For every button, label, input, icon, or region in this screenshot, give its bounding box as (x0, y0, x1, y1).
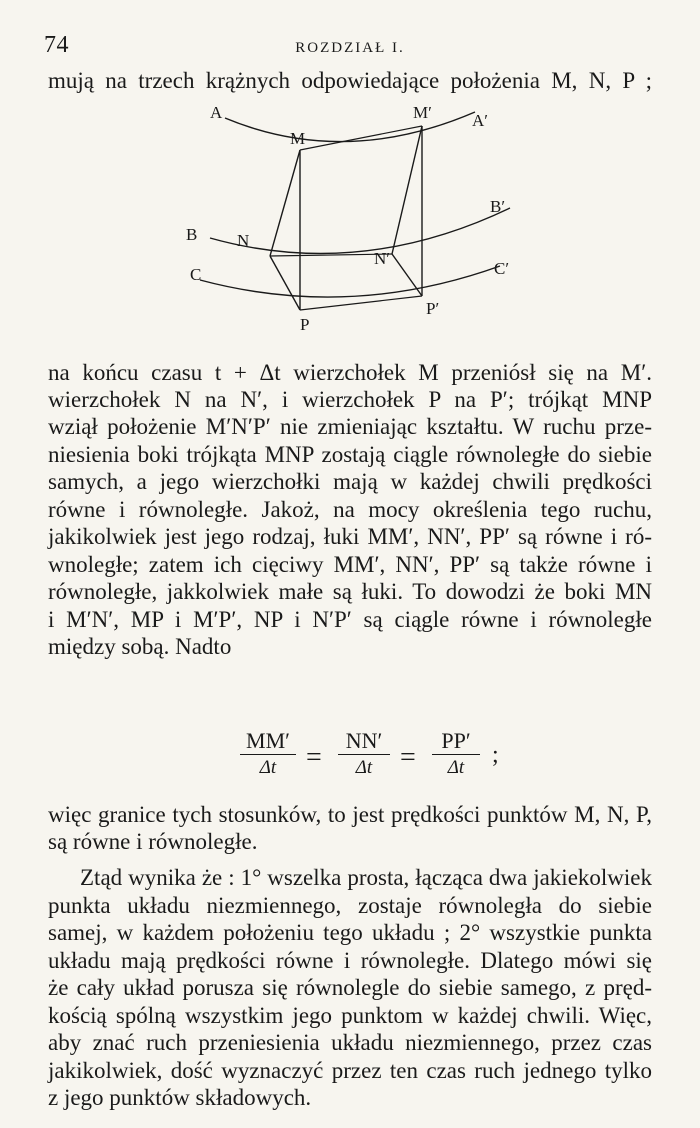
chord-mm1 (300, 126, 422, 150)
label-c-prime: C′ (494, 259, 510, 278)
text-line: między sobą. Nadto (48, 634, 232, 659)
label-n: N (237, 231, 250, 250)
text-line: na końcu czasu t + Δt wierzchołek M przeniósł się na M′. (48, 360, 652, 385)
text-line: aby znać ruch przeniesienia układu niezmiennego, przez czas (48, 1030, 652, 1055)
numerator: MM′ (246, 728, 290, 753)
segment-mn (270, 150, 300, 256)
label-b-prime: B′ (490, 197, 506, 216)
label-c: C (190, 265, 202, 284)
denominator: Δt (240, 754, 296, 781)
numerator: NN′ (345, 728, 383, 753)
segment-np (270, 256, 300, 310)
text-line: niesienia boki trójkąta MNP zostają ciągle równoległe do siebie (48, 442, 652, 467)
label-a-prime: A′ (472, 111, 488, 130)
text-line: układu mają prędkości równe i równoległe. Dlatego mówi się (48, 948, 652, 973)
text-line: wziął położenie M′N′P′ nie zmieniając kształtu. W ruchu prze- (48, 414, 652, 439)
denominator: Δt (432, 754, 480, 781)
text-line: samej, w każdem położeniu tego układu ; 2° wszystkie punkta (48, 920, 652, 945)
denominator: Δt (338, 754, 390, 781)
segment-n1p1 (392, 254, 422, 296)
fraction-pp (432, 728, 480, 781)
label-p-prime: P′ (426, 299, 440, 318)
segment-m1n1 (392, 126, 422, 254)
label-b: B (186, 225, 198, 244)
text-line: równoległe, jakkolwiek małe są łuki. To dowodzi że boki MN (48, 579, 652, 604)
page-number: 74 (44, 32, 69, 58)
text-line: kością spólną wszystkim jego punktom w każdej chwili. Więc, (48, 1003, 652, 1028)
intro-line: mują na trzech krążnych odpowiedające położenia M, N, P ; (48, 68, 652, 93)
text-line: są równe i równoległe. (48, 829, 258, 854)
text-line: jakikolwiek, dość wyznaczyć przez ten czas ruch jednego tylko (48, 1058, 652, 1083)
text-line: i M′N′, MP i M′P′, NP i N′P′ są ciągle równe i równoległe (48, 607, 652, 632)
arc-c (200, 266, 500, 297)
chord-pp1 (300, 296, 422, 310)
text-line: więc granice tych stosunków, to jest prędkości punktów M, N, P, (48, 802, 652, 827)
label-m: M (290, 129, 306, 148)
numerator: PP′ (441, 728, 471, 753)
fraction-nn (338, 728, 390, 781)
figure-svg (170, 96, 550, 341)
equation-semicolon: ; (492, 742, 499, 768)
text-line: punkta układu niezmiennego, zostaje równoległa do siebie (48, 893, 652, 918)
text-line: Ztąd wynika że : 1° wszelka prosta, łącząca dwa jakiekolwiek (80, 865, 652, 890)
arc-a (225, 112, 475, 142)
text-line: wierzchołek N na N′, i wierzchołek P na P′; trójkąt MNP (48, 387, 652, 412)
text-line: z jego punktów składowych. (48, 1085, 312, 1110)
label-p: P (300, 315, 310, 334)
equals-sign: = (306, 742, 322, 773)
running-head: ROZDZIAŁ I. (295, 40, 405, 56)
text-line: wnoległe; zatem ich cięciwy MM′, NN′, PP′ są także równe i (48, 552, 652, 577)
label-m-prime: M′ (413, 103, 432, 122)
text-line: jakikolwiek jest jego rodzaj, łuki MM′, NN′, PP′ są równe i ró- (48, 524, 652, 549)
equation (240, 728, 540, 786)
equals-sign: = (400, 742, 416, 773)
fraction-mm (240, 728, 296, 781)
text-line: samych, a jego wierzchołki mają w każdej chwili prędkości (48, 469, 652, 494)
arc-b (210, 208, 510, 253)
figure-diagram (170, 96, 550, 341)
label-a: A (210, 103, 223, 122)
label-n-prime: N′ (374, 249, 390, 268)
page-header (40, 32, 660, 62)
text-line: że cały układ porusza się równolegle do siebie samego, z pręd- (48, 975, 652, 1000)
text-line: równe i równoległe. Jakoż, na mocy określenia tego ruchu, (48, 497, 652, 522)
